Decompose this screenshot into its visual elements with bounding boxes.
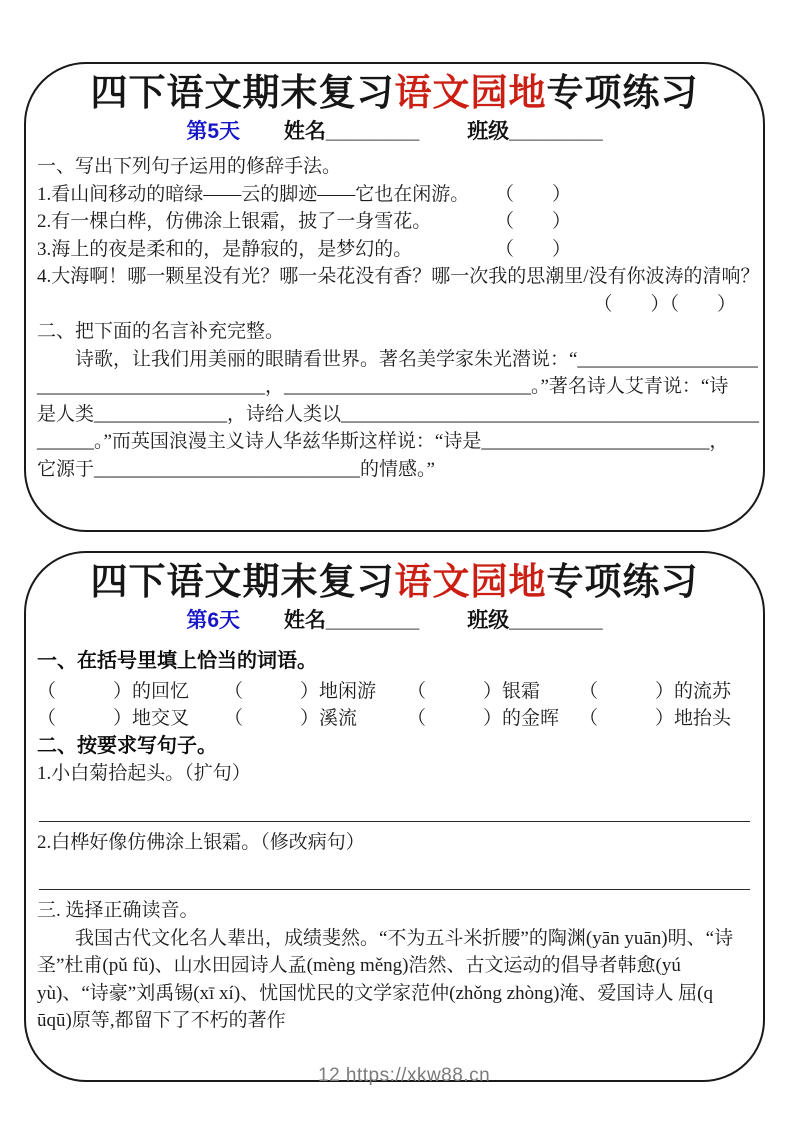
fill-word-row xyxy=(37,678,752,706)
question-text: 2.白桦好像仿佛涂上银霜。（修改病句） xyxy=(37,831,365,853)
section2-heading: 二、按要求写句子。 xyxy=(37,734,217,757)
question-text: 4.大海啊！哪一颗星没有光？哪一朵花没有香？哪一次我的思潮里/没有你波涛的清响？ xyxy=(37,266,760,287)
class-blank: 班级________ xyxy=(467,609,603,632)
quote-line: 是人类______________，诗给人类以____________________________________________ xyxy=(37,403,760,425)
day-label: 第6天 xyxy=(186,609,241,632)
answer-line xyxy=(39,856,750,890)
class-blank: 班级________ xyxy=(467,120,603,143)
question-text: 1.小白菊拾起头。（扩句） xyxy=(37,763,251,784)
section3-heading: 三. 选择正确读音。 xyxy=(37,900,199,921)
quote-line: ______。”而英国浪漫主义诗人华兹华斯这样说：“诗是________________________， xyxy=(37,431,729,452)
page-title xyxy=(37,72,752,116)
fill-word-cell: （ ）的回忆 xyxy=(37,680,190,702)
name-blank: 姓名________ xyxy=(283,120,420,143)
answer-parens: （ ） xyxy=(495,238,572,260)
section2-heading: 二、把下面的名言补充完整。 xyxy=(37,321,285,342)
title-highlight: 语文园地 xyxy=(394,73,547,114)
fill-word-cell: （ ）地闲游 xyxy=(224,680,377,702)
question-text: 2.有一棵白桦，仿佛涂上银霜，披了一身雪花。 xyxy=(37,211,432,232)
quote-line: 诗歌，让我们用美丽的眼睛看世界。著名美学家朱光潜说：“___________________ xyxy=(37,348,758,370)
worksheet-subheader xyxy=(37,608,752,634)
title-pre: 四下语文期末复习 xyxy=(90,73,395,114)
fill-word-cell: （ ）溪流 xyxy=(224,708,358,729)
section1-heading: 一、写出下列句子运用的修辞手法。 xyxy=(37,156,342,177)
quote-line: ________________________，__________________________。”著名诗人艾青说：“诗 xyxy=(37,376,729,397)
reading-paragraph: 我国古代文化名人辈出，成绩斐然。“不为五斗米折腰”的陶渊(yān yuān)明、“诗圣”杜甫(pǔ fǔ)、山水田园诗人孟(mèng měng)浩然、古文运动的倡导者韩愈(yú yù)、“诗豪”刘禹锡(xī xí)、忧国忧民的文学家范仲(zhǒng zhòng)淹、爱国诗人 屈(q ūqū)原等,都留下了不朽的著作 xyxy=(37,927,734,1031)
fill-word-cell: （ ）的流苏 xyxy=(579,680,732,702)
question-text: 3.海上的夜是柔和的，是静寂的，是梦幻的。 xyxy=(37,238,413,260)
fill-word-cell: （ ）地交叉 xyxy=(37,708,190,729)
worksheet-card-day6 xyxy=(24,551,765,1082)
day-label: 第5天 xyxy=(186,120,241,143)
name-blank: 姓名________ xyxy=(283,609,420,632)
title-pre: 四下语文期末复习 xyxy=(90,562,395,603)
footer-url: 12 https://xkw88.cn xyxy=(318,1065,491,1086)
answer-parens: （ ） xyxy=(495,211,572,232)
worksheet-card-day5 xyxy=(24,62,765,532)
question-row xyxy=(37,181,752,209)
answer-line xyxy=(39,788,750,822)
fill-word-cell: （ ）的金晖 xyxy=(407,708,560,729)
fill-word-row xyxy=(37,705,752,733)
answer-parens: （ ）（ ） xyxy=(593,293,736,315)
page-title xyxy=(37,561,752,605)
title-post: 专项练习 xyxy=(546,562,699,603)
question-text: 1.看山间移动的暗绿——云的脚迹——它也在闲游。 xyxy=(37,183,470,205)
fill-word-cell: （ ）银霜 xyxy=(407,680,541,702)
question-row xyxy=(37,208,752,236)
title-post: 专项练习 xyxy=(546,73,699,114)
question-row xyxy=(37,236,752,264)
answer-parens: （ ） xyxy=(495,183,572,205)
worksheet-subheader xyxy=(37,119,752,145)
title-highlight: 语文园地 xyxy=(394,562,547,603)
fill-word-cell: （ ）地抬头 xyxy=(579,708,732,729)
quote-line: 它源于____________________________的情感。” xyxy=(37,458,435,480)
section1-heading: 一、在括号里填上恰当的词语。 xyxy=(37,650,317,672)
